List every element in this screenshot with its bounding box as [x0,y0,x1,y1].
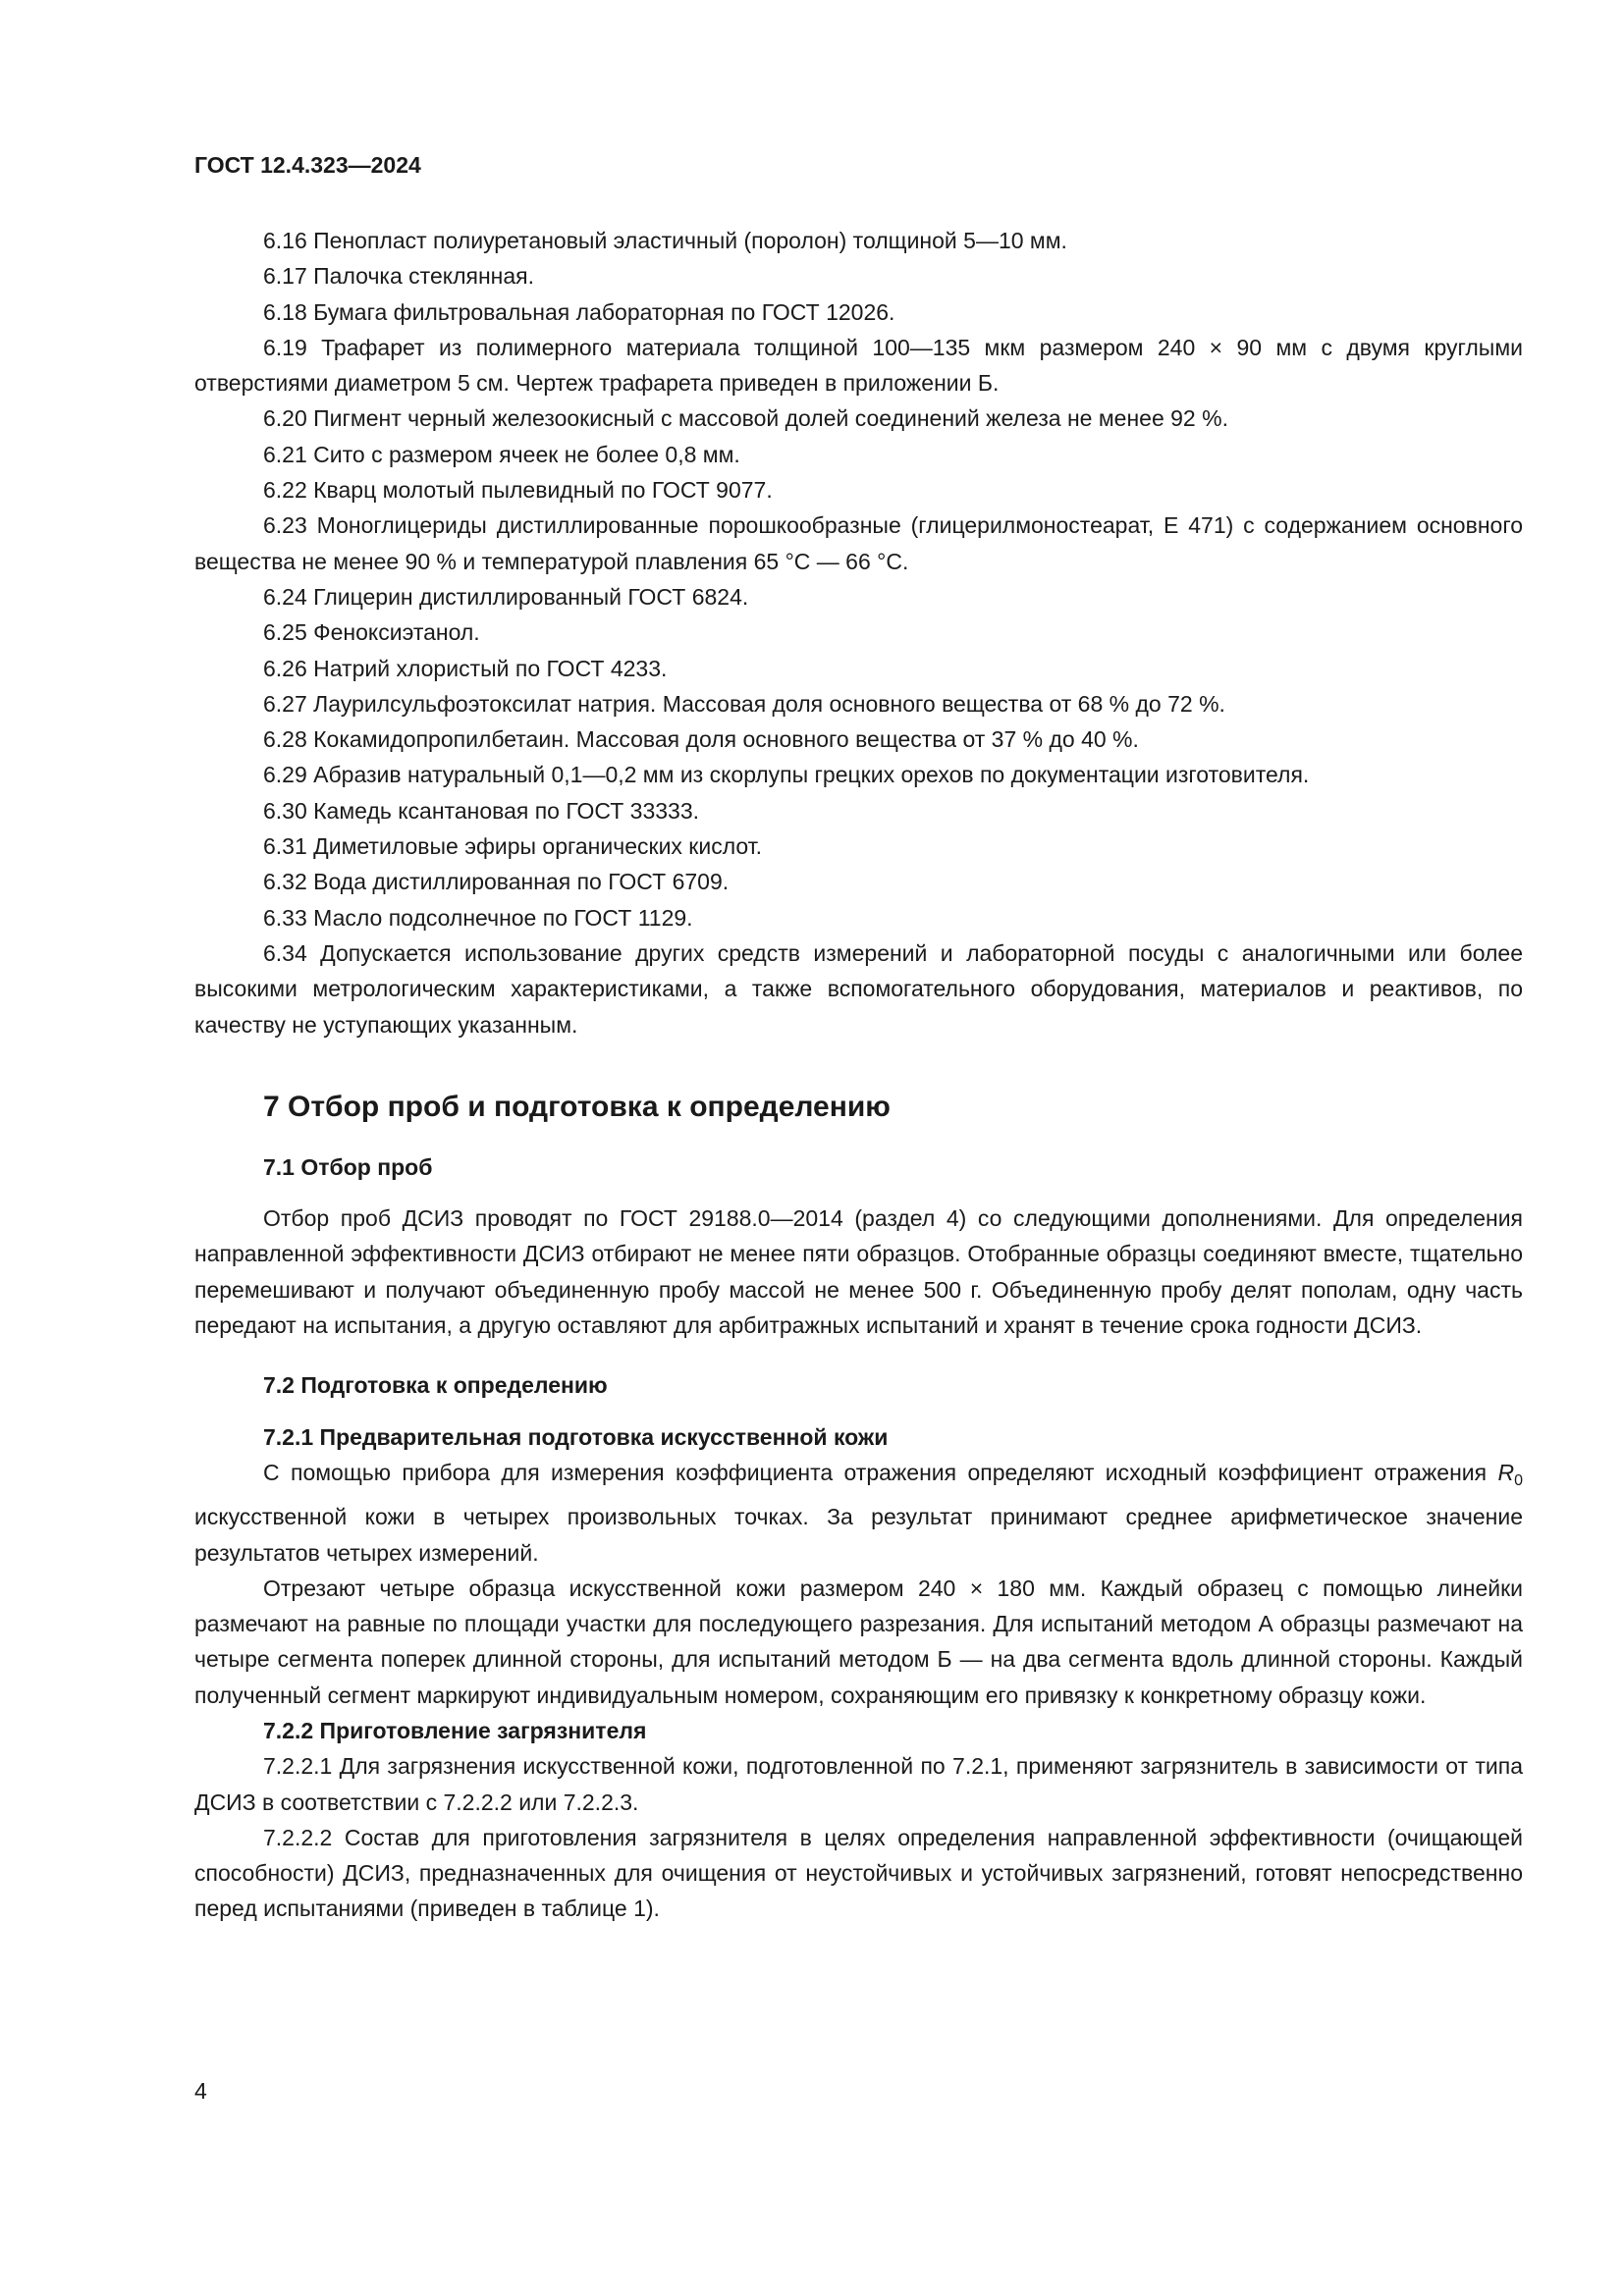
list-item: 6.21 Сито с размером ячеек не более 0,8 мм. [263,441,740,467]
page-number: 4 [194,2078,207,2104]
list-item: 6.32 Вода дистиллированная по ГОСТ 6709. [263,869,730,895]
section-7-2-1-heading: 7.2.1 Предварительная подготовка искусственной кожи [263,1423,889,1450]
list-item: 6.17 Палочка стеклянная. [263,263,534,290]
paragraph-text: искусственной кожи в четырех произвольных точках. За результат принимают среднее арифметическое значение результатов четырех измерений. [194,1504,1523,1566]
list-item: 6.31 Диметиловые эфиры органических кислот. [263,833,763,860]
list-item: 6.25 Феноксиэтанол. [263,619,480,646]
list-item: 6.22 Кварц молотый пылевидный по ГОСТ 9077. [263,477,773,504]
list-item: 6.23 Моноглицериды дистиллированные порошкообразные (глицерилмоностеарат, Е 471) с содержанием основного вещества не менее 90 % и температурой плавления 65 °С — 66 °С. [194,512,1523,574]
list-item: 6.20 Пигмент черный железоокисный с массовой долей соединений железа не менее 92 %. [263,405,1228,432]
list-item: 6.30 Камедь ксантановая по ГОСТ 33333. [263,797,700,824]
list-item: 6.16 Пенопласт полиуретановый эластичный (поролон) толщиной 5—10 мм. [263,228,1067,253]
page-content [194,223,1523,1927]
paragraph-text: С помощью прибора для измерения коэффициента отражения определяют исходный коэффициент отражения [263,1459,1488,1485]
reflectance-subscript: 0 [1514,1471,1524,1489]
section-7-2-2-heading: 7.2.2 Приготовление загрязнителя [263,1717,647,1743]
list-item: 6.27 Лаурилсульфоэтоксилат натрия. Массовая доля основного вещества от 68 % до 72 %. [263,690,1225,717]
list-item: 6.34 Допускается использование других средств измерений и лабораторной посуды с аналогичными или более высокими метрологическим характеристиками, а также вспомогательного оборудования, материалов и реактивов, по качеству не уступающих указанным. [194,939,1523,1038]
section-7-1-heading: 7.1 Отбор проб [263,1153,433,1180]
list-item: 6.29 Абразив натуральный 0,1—0,2 мм из скорлупы грецких орехов по документации изготовителя. [263,762,1310,788]
list-item: 6.33 Масло подсолнечное по ГОСТ 1129. [263,904,693,931]
section-7-2-2-2-paragraph: 7.2.2.2 Состав для приготовления загрязнителя в целях определения направленной эффективности (очищающей способности) ДСИЗ, предназначенных для очищения от неустойчивых и устойчивых загрязнений, готовят непосредственно перед испытаниями (приведен в таблице 1). [194,1824,1523,1922]
section-7-2-1-paragraph-2: Отрезают четыре образца искусственной кожи размером 240 × 180 мм. Каждый образец с помощью линейки размечают на равные по площади участки для последующего разрезания. Для испытаний методом А образцы размечают на четыре сегмента поперек длинной стороны, для испытаний методом Б — на два сегмента вдоль длинной стороны. Каждый полученный сегмент маркируют индивидуальным номером, сохраняющим его привязку к конкретному образцу кожи. [194,1575,1523,1708]
reflectance-symbol: R [1497,1459,1515,1485]
section-7-2-2-1-paragraph: 7.2.2.1 Для загрязнения искусственной кожи, подготовленной по 7.2.1, применяют загрязнитель в зависимости от типа ДСИЗ в соответствии с 7.2.2.2 или 7.2.2.3. [194,1753,1523,1815]
document-header: ГОСТ 12.4.323—2024 [194,152,421,178]
list-item: 6.24 Глицерин дистиллированный ГОСТ 6824. [263,583,749,610]
section-7-2-1-paragraph-1 [194,1455,1523,1571]
section-7-heading: 7 Отбор проб и подготовка к определению [263,1090,891,1123]
list-item: 6.18 Бумага фильтровальная лабораторная по ГОСТ 12026. [263,298,895,325]
list-item: 6.28 Кокамидопропилбетаин. Массовая доля основного вещества от 37 % до 40 %. [263,726,1139,753]
section-7-2-heading: 7.2 Подготовка к определению [263,1372,608,1399]
section-7-1-paragraph: Отбор проб ДСИЗ проводят по ГОСТ 29188.0—2014 (раздел 4) со следующими дополнениями. Для определения направленной эффективности ДСИЗ отбирают не менее пяти образцов. Отобранные образцы соединяют вместе, тщательно перемешивают и получают объединенную пробу массой не менее 500 г. Объединенную пробу делят пополам, одну часть передают на испытания, а другую оставляют для арбитражных испытаний и хранят в течение срока годности ДСИЗ. [194,1205,1523,1339]
list-item: 6.19 Трафарет из полимерного материала толщиной 100—135 мкм размером 240 × 90 мм с двумя круглыми отверстиями диаметром 5 см. Чертеж трафарета приведен в приложении Б. [194,334,1523,397]
list-item: 6.26 Натрий хлористый по ГОСТ 4233. [263,655,668,681]
